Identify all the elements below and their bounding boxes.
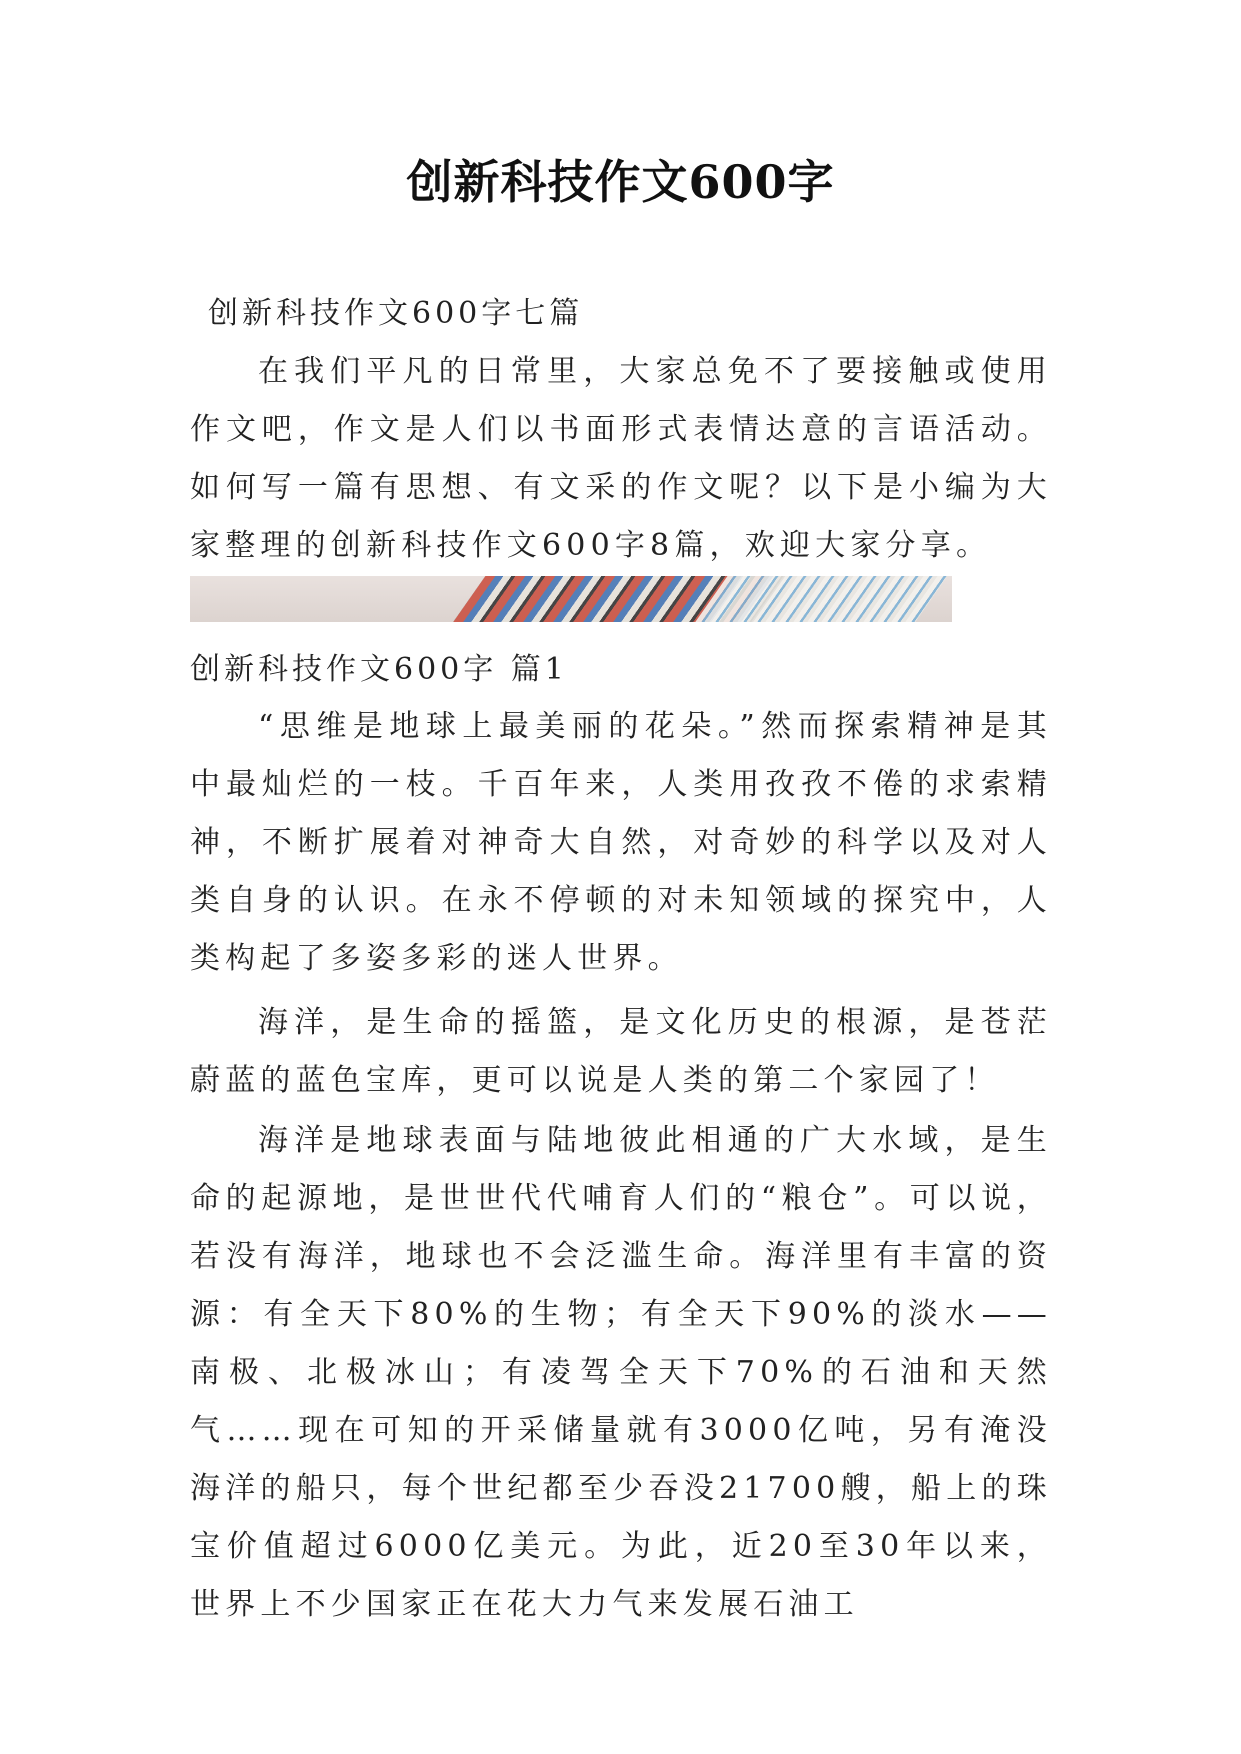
paragraph-2: 海洋，是生命的摇篮，是文化历史的根源，是苍茫蔚蓝的蓝色宝库，更可以说是人类的第二个家园了！ (190, 1005, 1052, 1098)
section-heading: 创新科技作文600字 篇1 (190, 652, 568, 687)
paragraph-1: “思维是地球上最美丽的花朵。”然而探索精神是其中最灿烂的一枝。千百年来，人类用孜孜不倦的求索精神，不断扩展着对神奇大自然，对奇妙的科学以及对人类自身的认识。在永不停顿的对未知领域的探究中，人类构起了多姿多彩的迷人世界。 (190, 709, 1052, 976)
book-pages-image (685, 576, 952, 622)
paragraph-3: 海洋是地球表面与陆地彼此相通的广大水域，是生命的起源地，是世世代代哺育人们的“粮仓”。可以说，若没有海洋，地球也不会泛滥生命。海洋里有丰富的资源：有全天下80%的生物；有全天下90%的淡水——南极、北极冰山；有凌驾全天下70%的石油和天然气……现在可知的开采储量就有3000亿吨，另有淹没海洋的船只，每个世纪都至少吞没21700艘，船上的珠宝价值超过6000亿美元。为此，近20至30年以来，世界上不少国家正在花大力气来发展石油工 (190, 1123, 1052, 1622)
cropped-book-photo (190, 576, 952, 622)
intro-paragraph: 在我们平凡的日常里，大家总免不了要接触或使用作文吧，作文是人们以书面形式表情达意的言语活动。如何写一篇有思想、有文采的作文呢？以下是小编为大家整理的创新科技作文600字8篇，欢迎大家分享。 (190, 354, 1052, 563)
document-subtitle: 创新科技作文600字七篇 (208, 296, 584, 331)
document-title: 创新科技作文600字 (406, 155, 835, 209)
